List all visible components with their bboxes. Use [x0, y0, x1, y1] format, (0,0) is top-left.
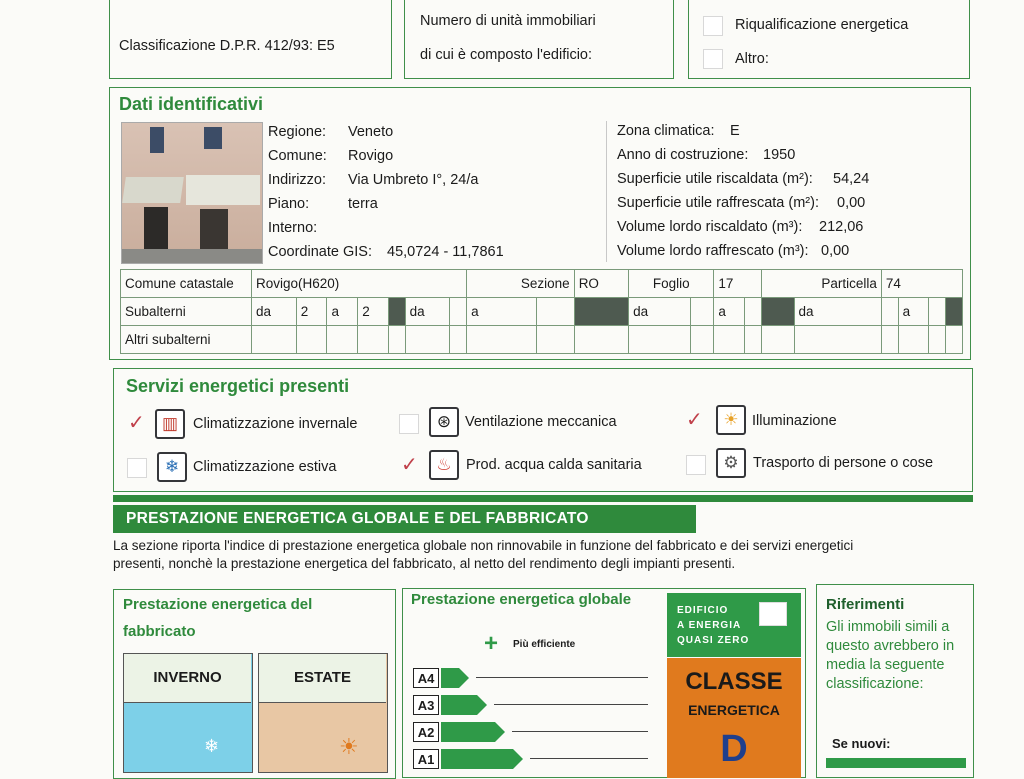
riferimenti-line3: media la seguente	[826, 657, 945, 673]
class-a2-line	[512, 731, 648, 732]
sub-from-4	[881, 298, 898, 326]
comune-value: Rovigo	[348, 148, 394, 164]
service-label: Ventilazione meccanica	[465, 414, 617, 430]
altri-cell	[761, 326, 794, 354]
riferimenti-title: Riferimenti	[826, 596, 905, 613]
class-a4-label: A4	[413, 668, 439, 688]
service-label: Climatizzazione invernale	[193, 416, 358, 432]
building-photo	[121, 122, 263, 264]
sup-risc-value: 54,24	[833, 171, 870, 187]
photo-door-right	[200, 209, 228, 253]
prestazione-desc-line1: La sezione riporta l'indice di prestazione energetica globale non rinnovabile in funzione del fabbricato e dei servizi energetici	[113, 538, 854, 553]
altro-checkbox[interactable]	[703, 49, 723, 69]
sub-a-4: a	[898, 298, 929, 326]
riferimenti-line4: classificazione:	[826, 676, 924, 692]
units-label-line1: Numero di unità immobiliari	[420, 13, 596, 29]
sub-from-2	[450, 298, 467, 326]
sun-icon: ☀	[339, 734, 359, 759]
coordinate-value: 45,0724 - 11,7861	[387, 244, 504, 260]
foglio-value: 17	[714, 270, 761, 298]
altri-cell	[794, 326, 881, 354]
sup-raff-label: Superficie utile raffrescata (m²):	[617, 195, 819, 211]
fabbricato-title-line2: fabbricato	[123, 623, 196, 640]
se-nuovi-label: Se nuovi:	[832, 736, 891, 751]
service-checkbox[interactable]	[399, 414, 419, 434]
lightbulb-icon: ☀	[716, 405, 746, 435]
vol-raff-value: 0,00	[821, 243, 850, 259]
check-mark: ✓	[128, 412, 145, 434]
altri-cell	[574, 326, 628, 354]
altri-cell	[296, 326, 327, 354]
altri-cell	[898, 326, 929, 354]
classe-title: CLASSE	[685, 668, 783, 695]
vol-raff-label: Volume lordo raffrescato (m³):	[617, 243, 809, 259]
inverno-panel	[123, 653, 253, 773]
riqualificazione-checkbox[interactable]	[703, 16, 723, 36]
piu-efficiente-label: Più efficiente	[513, 639, 576, 650]
altri-cell	[629, 326, 691, 354]
piano-label: Piano:	[268, 196, 310, 212]
water-tap-icon: ♨	[429, 450, 459, 480]
sezione-label: Sezione	[467, 270, 575, 298]
se-nuovi-arrow	[826, 758, 966, 768]
air-conditioner-icon: ❄	[157, 452, 187, 482]
service-checkbox[interactable]	[127, 458, 147, 478]
altro-label: Altro:	[735, 51, 769, 67]
riqualificazione-label: Riqualificazione energetica	[735, 17, 909, 33]
units-box	[404, 0, 674, 79]
sub-from-1: 2	[296, 298, 327, 326]
nzeb-line3: QUASI ZERO	[677, 635, 750, 646]
motivation-box	[688, 0, 970, 79]
regione-label: Regione:	[268, 124, 327, 140]
service-checkbox[interactable]	[686, 455, 706, 475]
vol-risc-value: 212,06	[819, 219, 864, 235]
sub-separator-2	[574, 298, 628, 326]
coordinate-label: Coordinate GIS:	[268, 244, 372, 260]
photo-door-left	[144, 207, 168, 253]
prestazione-banner-title: PRESTAZIONE ENERGETICA GLOBALE E DEL FABBRICATO	[126, 510, 589, 527]
check-mark: ✓	[401, 454, 418, 476]
sup-risc-label: Superficie utile riscaldata (m²):	[617, 171, 813, 187]
altri-cell	[252, 326, 297, 354]
radiator-icon: ▥	[155, 409, 185, 439]
service-label: Climatizzazione estiva	[193, 459, 337, 475]
altri-cell	[691, 326, 714, 354]
comune-catastale-label: Comune catastale	[121, 270, 252, 298]
sub-to-4	[929, 298, 946, 326]
class-a3-label: A3	[413, 695, 439, 715]
plus-icon: +	[484, 630, 499, 657]
altri-cell	[929, 326, 946, 354]
photo-awning-left	[122, 177, 184, 203]
altri-cell	[450, 326, 467, 354]
sub-separator-3	[761, 298, 794, 326]
class-a2-arrow	[441, 722, 495, 742]
comune-label: Comune:	[268, 148, 327, 164]
altri-cell	[946, 326, 963, 354]
globale-title: Prestazione energetica globale	[411, 591, 632, 608]
sub-da-1: da	[252, 298, 297, 326]
fabbricato-title-line1: Prestazione energetica del	[123, 596, 313, 613]
sub-to-3	[745, 298, 762, 326]
class-a1-line	[530, 758, 648, 759]
inverno-label: INVERNO	[153, 669, 222, 686]
fan-icon: ⊛	[429, 407, 459, 437]
classification-label: Classificazione D.P.R. 412/93: E5	[119, 38, 335, 54]
class-a4-line	[476, 677, 648, 678]
estate-panel	[258, 653, 388, 773]
check-mark: ✓	[686, 409, 703, 431]
sub-da-4: da	[794, 298, 881, 326]
classe-subtitle: ENERGETICA	[688, 702, 780, 718]
sub-to-2	[536, 298, 574, 326]
zona-label: Zona climatica:	[617, 123, 715, 139]
class-a1-label: A1	[413, 749, 439, 769]
photo-sidewalk	[122, 249, 262, 263]
banner-rule	[113, 495, 973, 502]
interno-label: Interno:	[268, 220, 318, 236]
snowflake-icon: ❄	[204, 736, 220, 756]
sub-separator-4	[946, 298, 963, 326]
altri-cell	[714, 326, 745, 354]
foglio-label: Foglio	[629, 270, 714, 298]
indirizzo-value: Via Umbreto I°, 24/a	[348, 172, 479, 188]
sub-da-3: da	[629, 298, 691, 326]
subalterni-label: Subalterni	[121, 298, 252, 326]
altri-subalterni-label: Altri subalterni	[121, 326, 252, 354]
altri-cell	[881, 326, 898, 354]
sub-a-1: a	[327, 298, 358, 326]
cadastral-row-altri	[121, 326, 963, 354]
service-label: Illuminazione	[752, 413, 837, 429]
sub-da-2: da	[405, 298, 450, 326]
class-a2-label: A2	[413, 722, 439, 742]
altri-cell	[745, 326, 762, 354]
altri-cell	[405, 326, 450, 354]
nzeb-line1: EDIFICIO	[677, 605, 729, 616]
photo-window-right	[204, 127, 222, 149]
sup-raff-value: 0,00	[837, 195, 866, 211]
regione-value: Veneto	[348, 124, 394, 140]
particella-label: Particella	[761, 270, 881, 298]
riferimenti-line1: Gli immobili simili a	[826, 619, 950, 635]
nzeb-line2: A ENERGIA	[677, 620, 742, 631]
photo-awning-right	[186, 175, 260, 205]
sub-a-3: a	[714, 298, 745, 326]
altri-cell	[467, 326, 537, 354]
dati-divider	[606, 121, 607, 262]
sub-to-1: 2	[358, 298, 389, 326]
sub-separator-1	[388, 298, 405, 326]
prestazione-desc-line2: presenti, nonchè la prestazione energetica del fabbricato, al netto del rendimento degli impianti presenti.	[113, 556, 736, 571]
anno-value: 1950	[763, 147, 796, 163]
anno-label: Anno di costruzione:	[617, 147, 749, 163]
altri-cell	[327, 326, 358, 354]
dati-title: Dati identificativi	[119, 94, 264, 114]
photo-window-left	[150, 127, 164, 153]
cadastral-table	[120, 269, 963, 354]
riferimenti-line2: questo avrebbero in	[826, 638, 955, 654]
altri-cell	[358, 326, 389, 354]
class-a3-arrow	[441, 695, 477, 715]
estate-label: ESTATE	[294, 669, 351, 686]
zona-value: E	[730, 123, 740, 139]
class-a4-arrow	[441, 668, 459, 688]
classe-value: D	[720, 728, 748, 770]
service-label: Prod. acqua calda sanitaria	[466, 457, 642, 473]
sub-from-3	[691, 298, 714, 326]
vol-risc-label: Volume lordo riscaldato (m³):	[617, 219, 803, 235]
piano-value: terra	[348, 196, 378, 212]
nzeb-checkbox[interactable]	[759, 602, 787, 626]
service-label: Trasporto di persone o cose	[753, 455, 934, 471]
particella-value: 74	[881, 270, 962, 298]
altri-cell	[388, 326, 405, 354]
cadastral-row-comune	[121, 270, 963, 298]
class-a1-arrow	[441, 749, 513, 769]
altri-cell	[536, 326, 574, 354]
class-a3-line	[494, 704, 648, 705]
sezione-value: RO	[574, 270, 628, 298]
units-label-line2: di cui è composto l'edificio:	[420, 47, 593, 63]
servizi-title: Servizi energetici presenti	[126, 376, 350, 396]
comune-catastale-value: Rovigo(H620)	[252, 270, 467, 298]
gear-icon: ⚙	[716, 448, 746, 478]
sub-a-2: a	[467, 298, 537, 326]
indirizzo-label: Indirizzo:	[268, 172, 327, 188]
cadastral-row-subalterni	[121, 298, 963, 326]
